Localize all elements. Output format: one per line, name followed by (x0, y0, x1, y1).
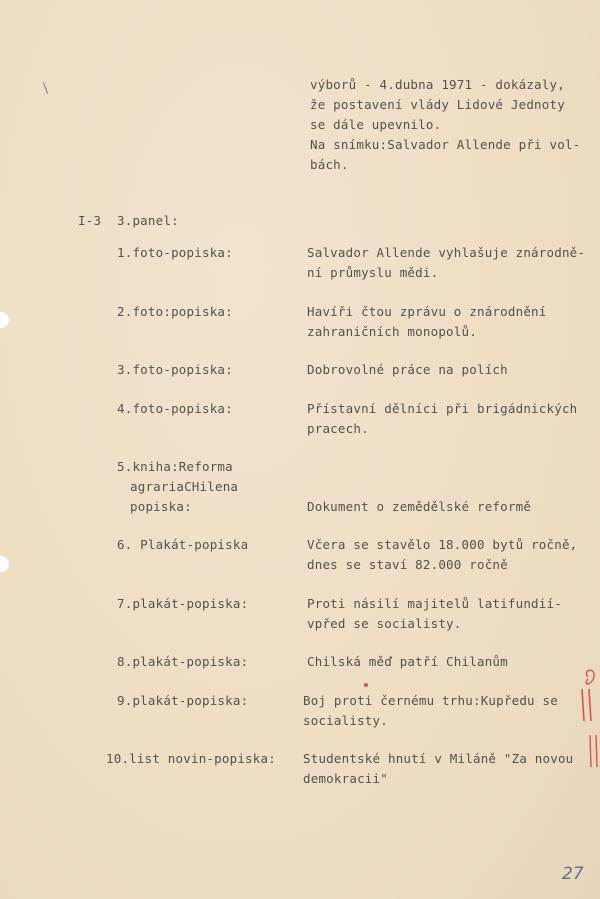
intro-line: výborů - 4.dubna 1971 - dokázaly, (310, 77, 565, 92)
entry-caption: Boj proti černému trhu:Kupředu se (303, 693, 558, 708)
entry-label: 2.foto:popiska: (117, 304, 233, 319)
entry-caption: vpřed se socialisty. (307, 616, 462, 631)
entry-label: 9.plakát-popiska: (117, 693, 249, 708)
intro-line: že postavení vlády Lidové Jednoty (310, 97, 565, 112)
entry-label: 8.plakát-popiska: (117, 654, 249, 669)
pen-mark (43, 82, 48, 94)
entry-label: agrariaCHilena (130, 479, 239, 494)
entry-caption: Přístavní dělníci při brigádnických (307, 401, 578, 416)
entry-caption: Chilská měď patří Chilanům (307, 654, 508, 669)
entry-caption: Salvador Allende vyhlašuje znárodně- (307, 245, 586, 260)
intro-line: bách. (310, 157, 349, 172)
entry-caption: dnes se staví 82.000 ročně (307, 557, 508, 572)
entry-label: 5.kniha:Reforma (117, 459, 233, 474)
red-dot-mark (364, 683, 368, 687)
entry-label: 4.foto-popiska: (117, 401, 233, 416)
entry-caption: pracech. (307, 421, 369, 436)
entry-caption: demokracii" (303, 771, 388, 786)
entry-caption: ní průmyslu mědi. (307, 265, 439, 280)
intro-line: Na snímku:Salvador Allende při vol- (310, 137, 581, 152)
red-margin-marks (570, 665, 600, 775)
entry-label: 7.plakát-popiska: (117, 596, 249, 611)
entry-caption: socialisty. (303, 713, 388, 728)
entry-caption: Včera se stavělo 18.000 bytů ročně, (307, 537, 578, 552)
entry-caption: Havíři čtou zprávu o znárodnění (307, 304, 547, 319)
entry-label: 1.foto-popiska: (117, 245, 233, 260)
section-code: I-3 (78, 213, 102, 228)
entry-caption: Proti násilí majitelů latifundií- (307, 596, 562, 611)
entry-label: 6. Plakát-popiska (117, 537, 249, 552)
punch-hole-bottom (0, 556, 9, 572)
entry-label: 10.list novin-popiska: (106, 751, 276, 766)
entry-caption: zahraničních monopolů. (307, 324, 477, 339)
entry-caption: Dobrovolné práce na polích (307, 362, 508, 377)
intro-line: se dále upevnilo. (310, 117, 442, 132)
section-title: 3.panel: (117, 213, 179, 228)
entry-caption: Studentské hnutí v Miláně "Za novou (303, 751, 574, 766)
page-number: 27 (562, 864, 584, 884)
entry-label: popiska: (130, 499, 192, 514)
entry-caption: Dokument o zemědělské reformě (307, 499, 532, 514)
punch-hole-top (0, 312, 9, 328)
entry-label: 3.foto-popiska: (117, 362, 233, 377)
